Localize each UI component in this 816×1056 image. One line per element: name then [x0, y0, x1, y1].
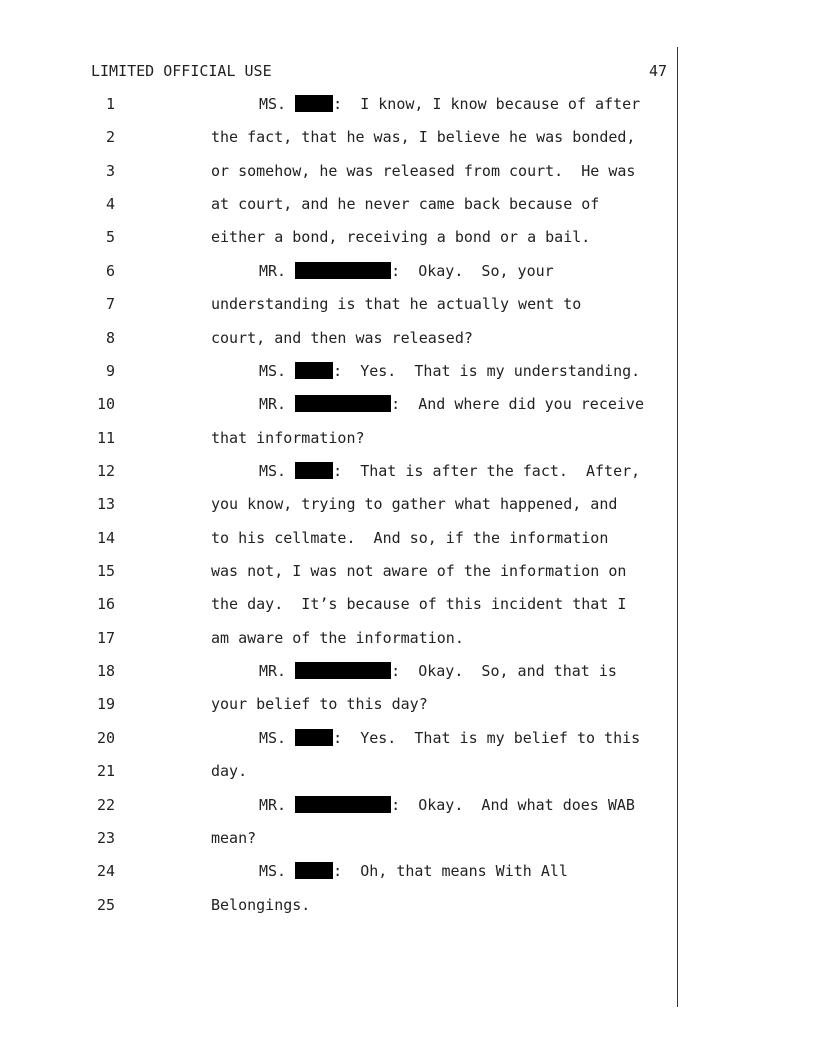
- speech-text: : Okay. So, and that is: [391, 662, 617, 681]
- transcript-line: [0, 859, 816, 892]
- line-number: 4: [105, 195, 115, 214]
- continuation-line-text: the day. It’s because of this incident that I: [211, 595, 627, 614]
- redacted-name-block: [295, 862, 333, 879]
- redacted-name-block: [295, 729, 333, 746]
- speaker-line-text: [259, 726, 640, 750]
- transcript-line: [0, 159, 816, 192]
- transcript-line: [0, 359, 816, 392]
- speaker-title: MS.: [259, 862, 287, 881]
- speech-text: : Okay. And what does WAB: [391, 795, 635, 814]
- line-number: 21: [96, 762, 115, 781]
- line-number: 16: [96, 595, 115, 614]
- continuation-line-text: your belief to this day?: [211, 695, 428, 714]
- speaker-line-text: [259, 259, 554, 283]
- speaker-line-text: [259, 459, 640, 483]
- line-number: 24: [96, 862, 115, 881]
- speech-text: : And where did you receive: [391, 395, 644, 414]
- redacted-name-block: [295, 796, 391, 813]
- transcript-line: [0, 659, 816, 692]
- continuation-line-text: court, and then was released?: [211, 328, 473, 347]
- transcript-body: [0, 92, 816, 926]
- continuation-line-text: mean?: [211, 828, 257, 847]
- transcript-line: [0, 426, 816, 459]
- continuation-line-text: that information?: [211, 428, 365, 447]
- continuation-line-text: either a bond, receiving a bond or a bail.: [211, 228, 591, 247]
- transcript-line: [0, 559, 816, 592]
- line-number: 22: [96, 795, 115, 814]
- transcript-line: [0, 592, 816, 625]
- speaker-line-text: [259, 859, 568, 883]
- speaker-line-text: [259, 659, 617, 683]
- speaker-line-text: [259, 359, 640, 383]
- redacted-name-block: [295, 395, 391, 412]
- transcript-line: [0, 392, 816, 425]
- transcript-line: [0, 526, 816, 559]
- line-number: 8: [105, 328, 115, 347]
- transcript-line: [0, 826, 816, 859]
- transcript-line: [0, 759, 816, 792]
- transcript-line: [0, 225, 816, 258]
- speaker-line-text: [259, 793, 635, 817]
- speaker-title: MR.: [259, 395, 287, 414]
- transcript-line: [0, 292, 816, 325]
- line-number: 20: [96, 728, 115, 747]
- continuation-line-text: am aware of the information.: [211, 628, 464, 647]
- speech-text: : I know, I know because of after: [333, 95, 641, 113]
- transcript-line: [0, 626, 816, 659]
- speech-text: : Okay. So, your: [391, 261, 554, 280]
- line-number: 18: [96, 662, 115, 681]
- transcript-line: [0, 326, 816, 359]
- speaker-title: MS.: [259, 461, 287, 480]
- page-number: 47: [648, 62, 667, 80]
- transcript-line: [0, 259, 816, 292]
- line-number: 14: [96, 528, 115, 547]
- line-number: 10: [96, 395, 115, 414]
- line-number: 12: [96, 461, 115, 480]
- transcript-line: [0, 692, 816, 725]
- line-number: 9: [105, 361, 115, 380]
- redacted-name-block: [295, 662, 391, 679]
- line-number: 11: [96, 428, 115, 447]
- classification-header: LIMITED OFFICIAL USE: [91, 62, 272, 80]
- speaker-title: MS.: [259, 728, 287, 747]
- continuation-line-text: Belongings.: [211, 895, 311, 914]
- speaker-line-text: [259, 92, 640, 116]
- speaker-title: MS.: [259, 361, 287, 380]
- transcript-line: [0, 125, 816, 158]
- line-number: 1: [105, 95, 115, 113]
- redacted-name-block: [295, 462, 333, 479]
- line-number: 5: [105, 228, 115, 247]
- redacted-name-block: [295, 362, 333, 379]
- speaker-title: MR.: [259, 795, 287, 814]
- line-number: 13: [96, 495, 115, 514]
- transcript-line: [0, 92, 816, 125]
- continuation-line-text: to his cellmate. And so, if the information: [211, 528, 609, 547]
- speech-text: : Yes. That is my understanding.: [333, 361, 641, 380]
- continuation-line-text: was not, I was not aware of the information on: [211, 562, 627, 581]
- continuation-line-text: at court, and he never came back because of: [211, 195, 600, 214]
- line-number: 3: [105, 161, 115, 180]
- line-number: 17: [96, 628, 115, 647]
- speech-text: : Yes. That is my belief to this: [333, 728, 641, 747]
- line-number: 15: [96, 562, 115, 581]
- transcript-line: [0, 192, 816, 225]
- transcript-line: [0, 893, 816, 926]
- line-number: 6: [105, 261, 115, 280]
- continuation-line-text: understanding is that he actually went to: [211, 295, 582, 314]
- speaker-line-text: [259, 392, 644, 416]
- line-number: 2: [105, 128, 115, 147]
- transcript-line: [0, 726, 816, 759]
- continuation-line-text: the fact, that he was, I believe he was bonded,: [211, 128, 636, 147]
- speech-text: : That is after the fact. After,: [333, 461, 641, 480]
- transcript-line: [0, 492, 816, 525]
- speaker-title: MR.: [259, 261, 287, 280]
- continuation-line-text: you know, trying to gather what happened, and: [211, 495, 618, 514]
- continuation-line-text: or somehow, he was released from court. He was: [211, 161, 636, 180]
- line-number: 7: [105, 295, 115, 314]
- speaker-title: MS.: [259, 95, 287, 113]
- redacted-name-block: [295, 95, 333, 112]
- line-number: 23: [96, 828, 115, 847]
- redacted-name-block: [295, 262, 391, 279]
- transcript-line: [0, 793, 816, 826]
- line-number: 25: [96, 895, 115, 914]
- continuation-line-text: day.: [211, 762, 248, 781]
- line-number: 19: [96, 695, 115, 714]
- speech-text: : Oh, that means With All: [333, 862, 568, 881]
- speaker-title: MR.: [259, 662, 287, 681]
- transcript-line: [0, 459, 816, 492]
